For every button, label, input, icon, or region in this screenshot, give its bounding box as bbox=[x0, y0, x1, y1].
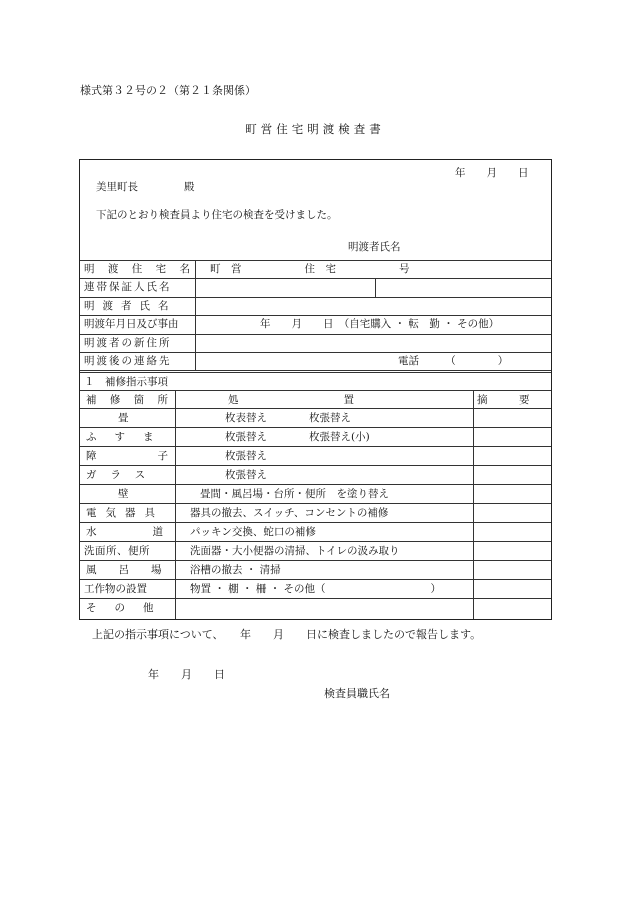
row-location-shoji: 障 子 bbox=[86, 450, 168, 462]
new-address-label: 明渡者の新住所 bbox=[84, 337, 172, 349]
row-action-washroom[interactable]: 洗面器・大小便器の清掃、トイレの汲み取り bbox=[190, 545, 400, 557]
row-location-electric: 電気器具 bbox=[86, 507, 164, 519]
form-code: 様式第３２号の２（第２１条関係） bbox=[80, 84, 256, 97]
row-action-structure[interactable]: 物置 ・ 棚 ・ 柵 ・ その他（ ） bbox=[190, 583, 442, 595]
date-reason-field[interactable]: 年 月 日 （自宅購入 ・ 転 勤 ・ その他） bbox=[260, 318, 500, 330]
row-action-glass[interactable]: 枚張替え bbox=[225, 469, 267, 481]
repair-section-heading: １ 補修指示事項 bbox=[84, 376, 168, 388]
report-text: 上記の指示事項について、 年 月 日に検査しましたので報告します。 bbox=[92, 628, 482, 641]
header-date[interactable]: 年 月 日 bbox=[455, 167, 529, 179]
inspector-label: 検査員職氏名 bbox=[324, 687, 390, 700]
row-location-water: 水道 bbox=[86, 526, 219, 538]
footer-date[interactable]: 年 月 日 bbox=[148, 668, 225, 681]
row-action-bathroom[interactable]: 浴槽の撤去 ・ 清掃 bbox=[190, 564, 281, 576]
column-location: 補 修 箇 所 bbox=[86, 394, 168, 406]
column-action: 処 置 bbox=[228, 394, 354, 406]
vacator-name-label: 明渡者氏名 bbox=[348, 241, 401, 253]
row-location-other: その他 bbox=[86, 602, 172, 614]
addressee: 美里町長 bbox=[96, 181, 138, 193]
vacator-label: 明渡者氏名 bbox=[84, 300, 177, 312]
row-location-tatami: 畳 bbox=[118, 412, 129, 424]
row-location-fusuma: ふすま bbox=[86, 431, 172, 443]
housing-name-field[interactable]: 町 営 住 宅 号 bbox=[210, 263, 410, 275]
row-location-structure: 工作物の設置 bbox=[84, 583, 147, 595]
phone-field[interactable]: 電話 （ ） bbox=[398, 355, 509, 367]
row-action-wall[interactable]: 畳間・風呂場・台所・便所 を塗り替え bbox=[200, 488, 389, 500]
row-location-washroom: 洗面所、便所 bbox=[84, 545, 150, 557]
date-reason-label: 明渡年月日及び事由 bbox=[84, 318, 179, 330]
contact-label: 明渡後の連絡先 bbox=[84, 355, 172, 367]
column-remarks: 摘 要 bbox=[477, 394, 530, 406]
page-title: 町営住宅明渡検査書 bbox=[245, 122, 385, 136]
row-location-wall: 壁 bbox=[118, 488, 129, 500]
row-location-glass: ガラス bbox=[86, 469, 160, 481]
statement: 下記のとおり検査員より住宅の検査を受けました。 bbox=[96, 209, 338, 221]
row-action-water[interactable]: パッキン交換、蛇口の補修 bbox=[190, 526, 316, 538]
housing-name-label: 明 渡 住 宅 名 bbox=[84, 263, 190, 275]
row-action-shoji[interactable]: 枚張替え bbox=[225, 450, 267, 462]
row-action-fusuma[interactable]: 枚張替え 枚張替え(小) bbox=[225, 431, 370, 443]
guarantor-label: 連帯保証人氏名 bbox=[84, 281, 172, 293]
row-location-bathroom: 風呂場 bbox=[86, 564, 184, 576]
inspection-form bbox=[79, 159, 552, 620]
row-action-tatami[interactable]: 枚表替え 枚張替え bbox=[225, 412, 351, 424]
row-action-electric[interactable]: 器具の撤去、スイッチ、コンセントの補修 bbox=[190, 507, 389, 519]
honorific: 殿 bbox=[184, 181, 195, 193]
